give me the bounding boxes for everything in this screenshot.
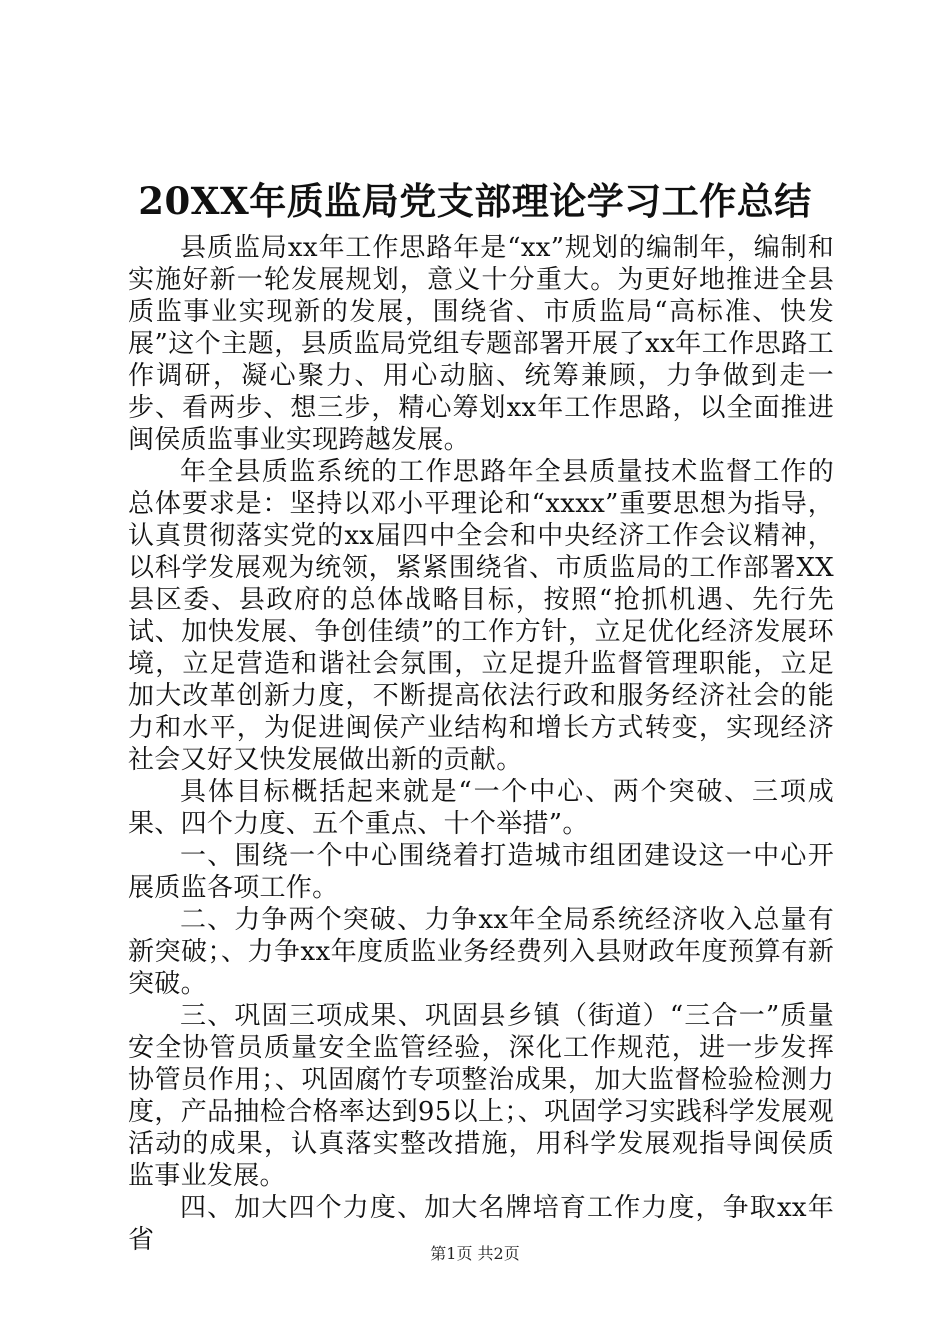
page-number-footer: 第1页 共2页 xyxy=(430,1244,520,1263)
paragraph-2: 年全县质监系统的工作思路年全县质量技术监督工作的总体要求是：坚持以邓小平理论和“xxxx”重要思想为指导，认真贯彻落实党的xx届四中全会和中央经济工作会议精神，以科学发展观为统领，紧紧围绕省、市质监局的工作部署XX县区委、县政府的总体战略目标，按照“抢抓机遇、先行先试、加快发展、争创佳绩”的工作方针，立足优化经济发展环境，立足营造和谐社会氛围，立足提升监督管理职能，立足加大改革创新力度，不断提高依法行政和服务经济社会的能力和水平，为促进闽侯产业结构和增长方式转变，实现经济社会又好又快发展做出新的贡献。 xyxy=(128,457,834,775)
paragraph-1: 县质监局xx年工作思路年是“xx”规划的编制年，编制和实施好新一轮发展规划，意义十分重大。为更好地推进全县质监事业实现新的发展，围绕省、市质监局“高标准、快发展”这个主题，县质监局党组专题部署开展了xx年工作思路工作调研，凝心聚力、用心动脑、统筹兼顾，力争做到走一步、看两步、想三步，精心筹划xx年工作思路，以全面推进闽侯质监事业实现跨越发展。 xyxy=(128,233,834,455)
document-title: 20XX年质监局党支部理论学习工作总结 xyxy=(138,179,812,223)
paragraph-7: 四、加大四个力度、加大名牌培育工作力度，争取xx年省 xyxy=(128,1193,834,1255)
document-body xyxy=(128,232,834,1256)
paragraph-5: 二、力争两个突破、力争xx年全局系统经济收入总量有新突破；、力争xx年度质监业务经费列入县财政年度预算有新突破。 xyxy=(128,905,834,999)
paragraph-4: 一、围绕一个中心围绕着打造城市组团建设这一中心开展质监各项工作。 xyxy=(128,841,834,903)
paragraph-3: 具体目标概括起来就是“一个中心、两个突破、三项成果、四个力度、五个重点、十个举措”。 xyxy=(128,777,834,839)
paragraph-6: 三、巩固三项成果、巩固县乡镇（街道）“三合一”质量安全协管员质量安全监管经验，深化工作规范，进一步发挥协管员作用；、巩固腐竹专项整治成果，加大监督检验检测力度，产品抽检合格率达到95以上；、巩固学习实践科学发展观活动的成果，认真落实整改措施，用科学发展观指导闽侯质监事业发展。 xyxy=(128,1001,834,1191)
